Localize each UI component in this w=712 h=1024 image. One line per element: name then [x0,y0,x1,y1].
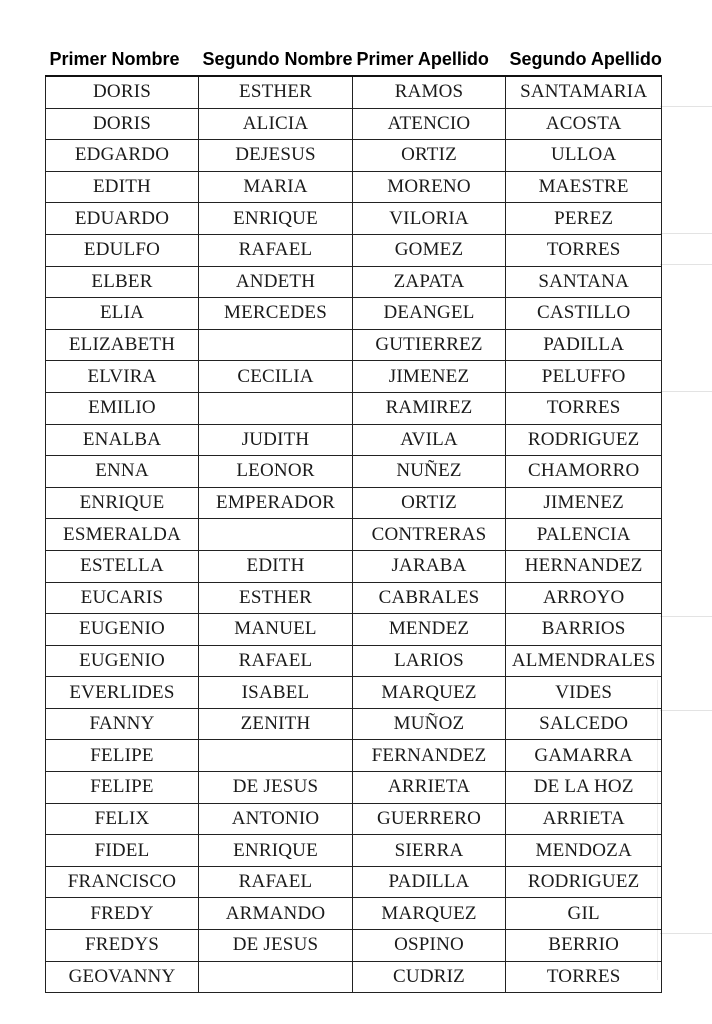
table-row [46,582,662,614]
cell-primer-nombre[interactable]: FRANCISCO [46,866,199,898]
cell-primer-nombre[interactable]: ELIA [46,298,199,330]
background-gridline [660,933,712,934]
cell-segundo-nombre[interactable]: RAFAEL [199,866,353,898]
cell-segundo-apellido[interactable]: JIMENEZ [506,487,662,519]
cell-segundo-apellido[interactable]: DE LA HOZ [506,772,662,804]
cell-segundo-nombre[interactable]: ENRIQUE [199,203,353,235]
background-gridline [660,391,712,392]
cell-primer-nombre[interactable]: GEOVANNY [46,961,199,993]
cell-primer-apellido[interactable]: MUÑOZ [353,708,506,740]
cell-primer-apellido[interactable]: MORENO [353,171,506,203]
table-row [46,361,662,393]
cell-primer-nombre[interactable]: FELIPE [46,740,199,772]
cell-segundo-apellido[interactable]: ARROYO [506,582,662,614]
cell-primer-apellido[interactable]: ORTIZ [353,140,506,172]
table-row [46,487,662,519]
cell-segundo-nombre[interactable]: MERCEDES [199,298,353,330]
header-segundo-apellido[interactable]: Segundo Apellido [509,49,662,69]
cell-segundo-nombre[interactable]: EMPERADOR [199,487,353,519]
header-segundo-nombre[interactable]: Segundo Nombre [202,49,353,69]
cell-primer-apellido[interactable]: RAMIREZ [353,392,506,424]
cell-segundo-apellido[interactable]: PADILLA [506,329,662,361]
cell-primer-apellido[interactable]: RAMOS [353,76,506,108]
cell-segundo-apellido[interactable]: ALMENDRALES [506,645,662,677]
cell-primer-nombre[interactable]: FELIX [46,803,199,835]
table-body [46,76,662,993]
cell-segundo-nombre[interactable]: CECILIA [199,361,353,393]
cell-segundo-nombre[interactable]: ISABEL [199,677,353,709]
cell-primer-nombre[interactable]: ESTELLA [46,550,199,582]
table-row [46,740,662,772]
cell-segundo-nombre[interactable] [199,329,353,361]
cell-segundo-nombre[interactable]: DEJESUS [199,140,353,172]
cell-segundo-nombre[interactable]: ARMANDO [199,898,353,930]
table-row [46,424,662,456]
cell-segundo-nombre[interactable]: EDITH [199,550,353,582]
cell-segundo-nombre[interactable]: ANDETH [199,266,353,298]
cell-segundo-nombre[interactable]: RAFAEL [199,645,353,677]
cell-primer-nombre[interactable]: EVERLIDES [46,677,199,709]
cell-primer-apellido[interactable]: MARQUEZ [353,677,506,709]
background-gridline [660,233,712,234]
cell-primer-apellido[interactable]: PADILLA [353,866,506,898]
cell-segundo-apellido[interactable]: TORRES [506,961,662,993]
header-primer-nombre[interactable]: Primer Nombre [49,49,180,69]
cell-primer-nombre[interactable]: ENRIQUE [46,487,199,519]
cell-primer-nombre[interactable]: FREDYS [46,930,199,962]
cell-segundo-nombre[interactable]: RAFAEL [199,234,353,266]
cell-segundo-nombre[interactable] [199,392,353,424]
table-row [46,614,662,646]
cell-segundo-nombre[interactable]: LEONOR [199,456,353,488]
cell-segundo-nombre[interactable]: DE JESUS [199,772,353,804]
table-row [46,550,662,582]
cell-primer-apellido[interactable]: MARQUEZ [353,898,506,930]
cell-primer-apellido[interactable]: VILORIA [353,203,506,235]
cell-primer-nombre[interactable]: ELBER [46,266,199,298]
cell-primer-nombre[interactable]: EUGENIO [46,614,199,646]
cell-segundo-apellido[interactable]: BARRIOS [506,614,662,646]
cell-segundo-apellido[interactable]: RODRIGUEZ [506,424,662,456]
table-row [46,677,662,709]
cell-primer-apellido[interactable]: ORTIZ [353,487,506,519]
table-row [46,203,662,235]
cell-segundo-nombre[interactable]: ENRIQUE [199,835,353,867]
cell-primer-nombre[interactable]: EDITH [46,171,199,203]
table-row [46,456,662,488]
cell-segundo-nombre[interactable]: MARIA [199,171,353,203]
cell-primer-apellido[interactable]: JARABA [353,550,506,582]
cell-primer-nombre[interactable]: ENALBA [46,424,199,456]
cell-primer-nombre[interactable]: ELIZABETH [46,329,199,361]
table-row [46,76,662,108]
cell-primer-nombre[interactable]: DORIS [46,108,199,140]
table-row [46,266,662,298]
background-gridline [660,106,712,107]
background-gridline [660,616,712,617]
cell-segundo-apellido[interactable]: ULLOA [506,140,662,172]
cell-segundo-nombre[interactable]: JUDITH [199,424,353,456]
cell-segundo-apellido[interactable]: ARRIETA [506,803,662,835]
cell-primer-apellido[interactable]: SIERRA [353,835,506,867]
cell-primer-apellido[interactable]: ARRIETA [353,772,506,804]
cell-primer-apellido[interactable]: ZAPATA [353,266,506,298]
table-row [46,392,662,424]
cell-segundo-apellido[interactable]: PALENCIA [506,519,662,551]
cell-segundo-apellido[interactable]: PEREZ [506,203,662,235]
cell-primer-nombre[interactable]: EDUARDO [46,203,199,235]
cell-primer-nombre[interactable]: FIDEL [46,835,199,867]
cell-primer-nombre[interactable]: EUGENIO [46,645,199,677]
table-row [46,645,662,677]
cell-primer-apellido[interactable]: OSPINO [353,930,506,962]
cell-primer-apellido[interactable]: NUÑEZ [353,456,506,488]
cell-segundo-nombre[interactable]: DE JESUS [199,930,353,962]
cell-segundo-nombre[interactable] [199,740,353,772]
cell-segundo-apellido[interactable]: CHAMORRO [506,456,662,488]
table-row [46,772,662,804]
table-row [46,140,662,172]
cell-segundo-apellido[interactable]: SALCEDO [506,708,662,740]
cell-segundo-apellido[interactable]: TORRES [506,234,662,266]
cell-primer-apellido[interactable]: AVILA [353,424,506,456]
cell-primer-nombre[interactable]: FREDY [46,898,199,930]
cell-segundo-nombre[interactable] [199,961,353,993]
cell-primer-apellido[interactable]: CUDRIZ [353,961,506,993]
cell-segundo-apellido[interactable]: VIDES [506,677,662,709]
cell-primer-apellido[interactable]: MENDEZ [353,614,506,646]
table-row [46,519,662,551]
cell-primer-nombre[interactable]: ESMERALDA [46,519,199,551]
cell-segundo-apellido[interactable]: HERNANDEZ [506,550,662,582]
cell-segundo-nombre[interactable]: ESTHER [199,76,353,108]
cell-primer-apellido[interactable]: FERNANDEZ [353,740,506,772]
cell-segundo-apellido[interactable]: PELUFFO [506,361,662,393]
table-row [46,930,662,962]
header-row [46,44,662,76]
names-table [45,44,662,993]
cell-segundo-apellido[interactable]: SANTANA [506,266,662,298]
table-row [46,961,662,993]
cell-segundo-apellido[interactable]: MAESTRE [506,171,662,203]
table-row [46,898,662,930]
cell-primer-apellido[interactable]: CONTRERAS [353,519,506,551]
cell-primer-apellido[interactable]: ATENCIO [353,108,506,140]
table-row [46,835,662,867]
table-row [46,866,662,898]
cell-segundo-nombre[interactable]: ZENITH [199,708,353,740]
cell-segundo-apellido[interactable]: BERRIO [506,930,662,962]
cell-primer-nombre[interactable]: EDGARDO [46,140,199,172]
cell-primer-nombre[interactable]: EDULFO [46,234,199,266]
cell-segundo-apellido[interactable]: CASTILLO [506,298,662,330]
cell-primer-apellido[interactable]: GUTIERREZ [353,329,506,361]
cell-segundo-nombre[interactable]: ALICIA [199,108,353,140]
cell-segundo-apellido[interactable]: GAMARRA [506,740,662,772]
header-primer-apellido[interactable]: Primer Apellido [356,49,489,69]
background-gridline [660,710,712,711]
table-row [46,234,662,266]
cell-primer-nombre[interactable]: ELVIRA [46,361,199,393]
cell-primer-nombre[interactable]: ENNA [46,456,199,488]
cell-segundo-apellido[interactable]: MENDOZA [506,835,662,867]
cell-segundo-nombre[interactable]: ESTHER [199,582,353,614]
cell-segundo-apellido[interactable]: ACOSTA [506,108,662,140]
cell-segundo-nombre[interactable]: ANTONIO [199,803,353,835]
cell-primer-apellido[interactable]: DEANGEL [353,298,506,330]
table-row [46,108,662,140]
cell-primer-apellido[interactable]: JIMENEZ [353,361,506,393]
table-row [46,708,662,740]
cell-primer-apellido[interactable]: GUERRERO [353,803,506,835]
cell-primer-nombre[interactable]: FELIPE [46,772,199,804]
cell-primer-nombre[interactable]: EUCARIS [46,582,199,614]
cell-segundo-apellido[interactable]: SANTAMARIA [506,76,662,108]
cell-segundo-nombre[interactable]: MANUEL [199,614,353,646]
cell-primer-apellido[interactable]: GOMEZ [353,234,506,266]
table-row [46,298,662,330]
cell-segundo-apellido[interactable]: GIL [506,898,662,930]
table-row [46,803,662,835]
cell-segundo-nombre[interactable] [199,519,353,551]
cell-primer-nombre[interactable]: DORIS [46,76,199,108]
cell-primer-nombre[interactable]: EMILIO [46,392,199,424]
cell-primer-nombre[interactable]: FANNY [46,708,199,740]
background-gridline [660,264,712,265]
cell-primer-apellido[interactable]: CABRALES [353,582,506,614]
cell-segundo-apellido[interactable]: RODRIGUEZ [506,866,662,898]
cell-segundo-apellido[interactable]: TORRES [506,392,662,424]
table-row [46,329,662,361]
table-row [46,171,662,203]
cell-primer-apellido[interactable]: LARIOS [353,645,506,677]
